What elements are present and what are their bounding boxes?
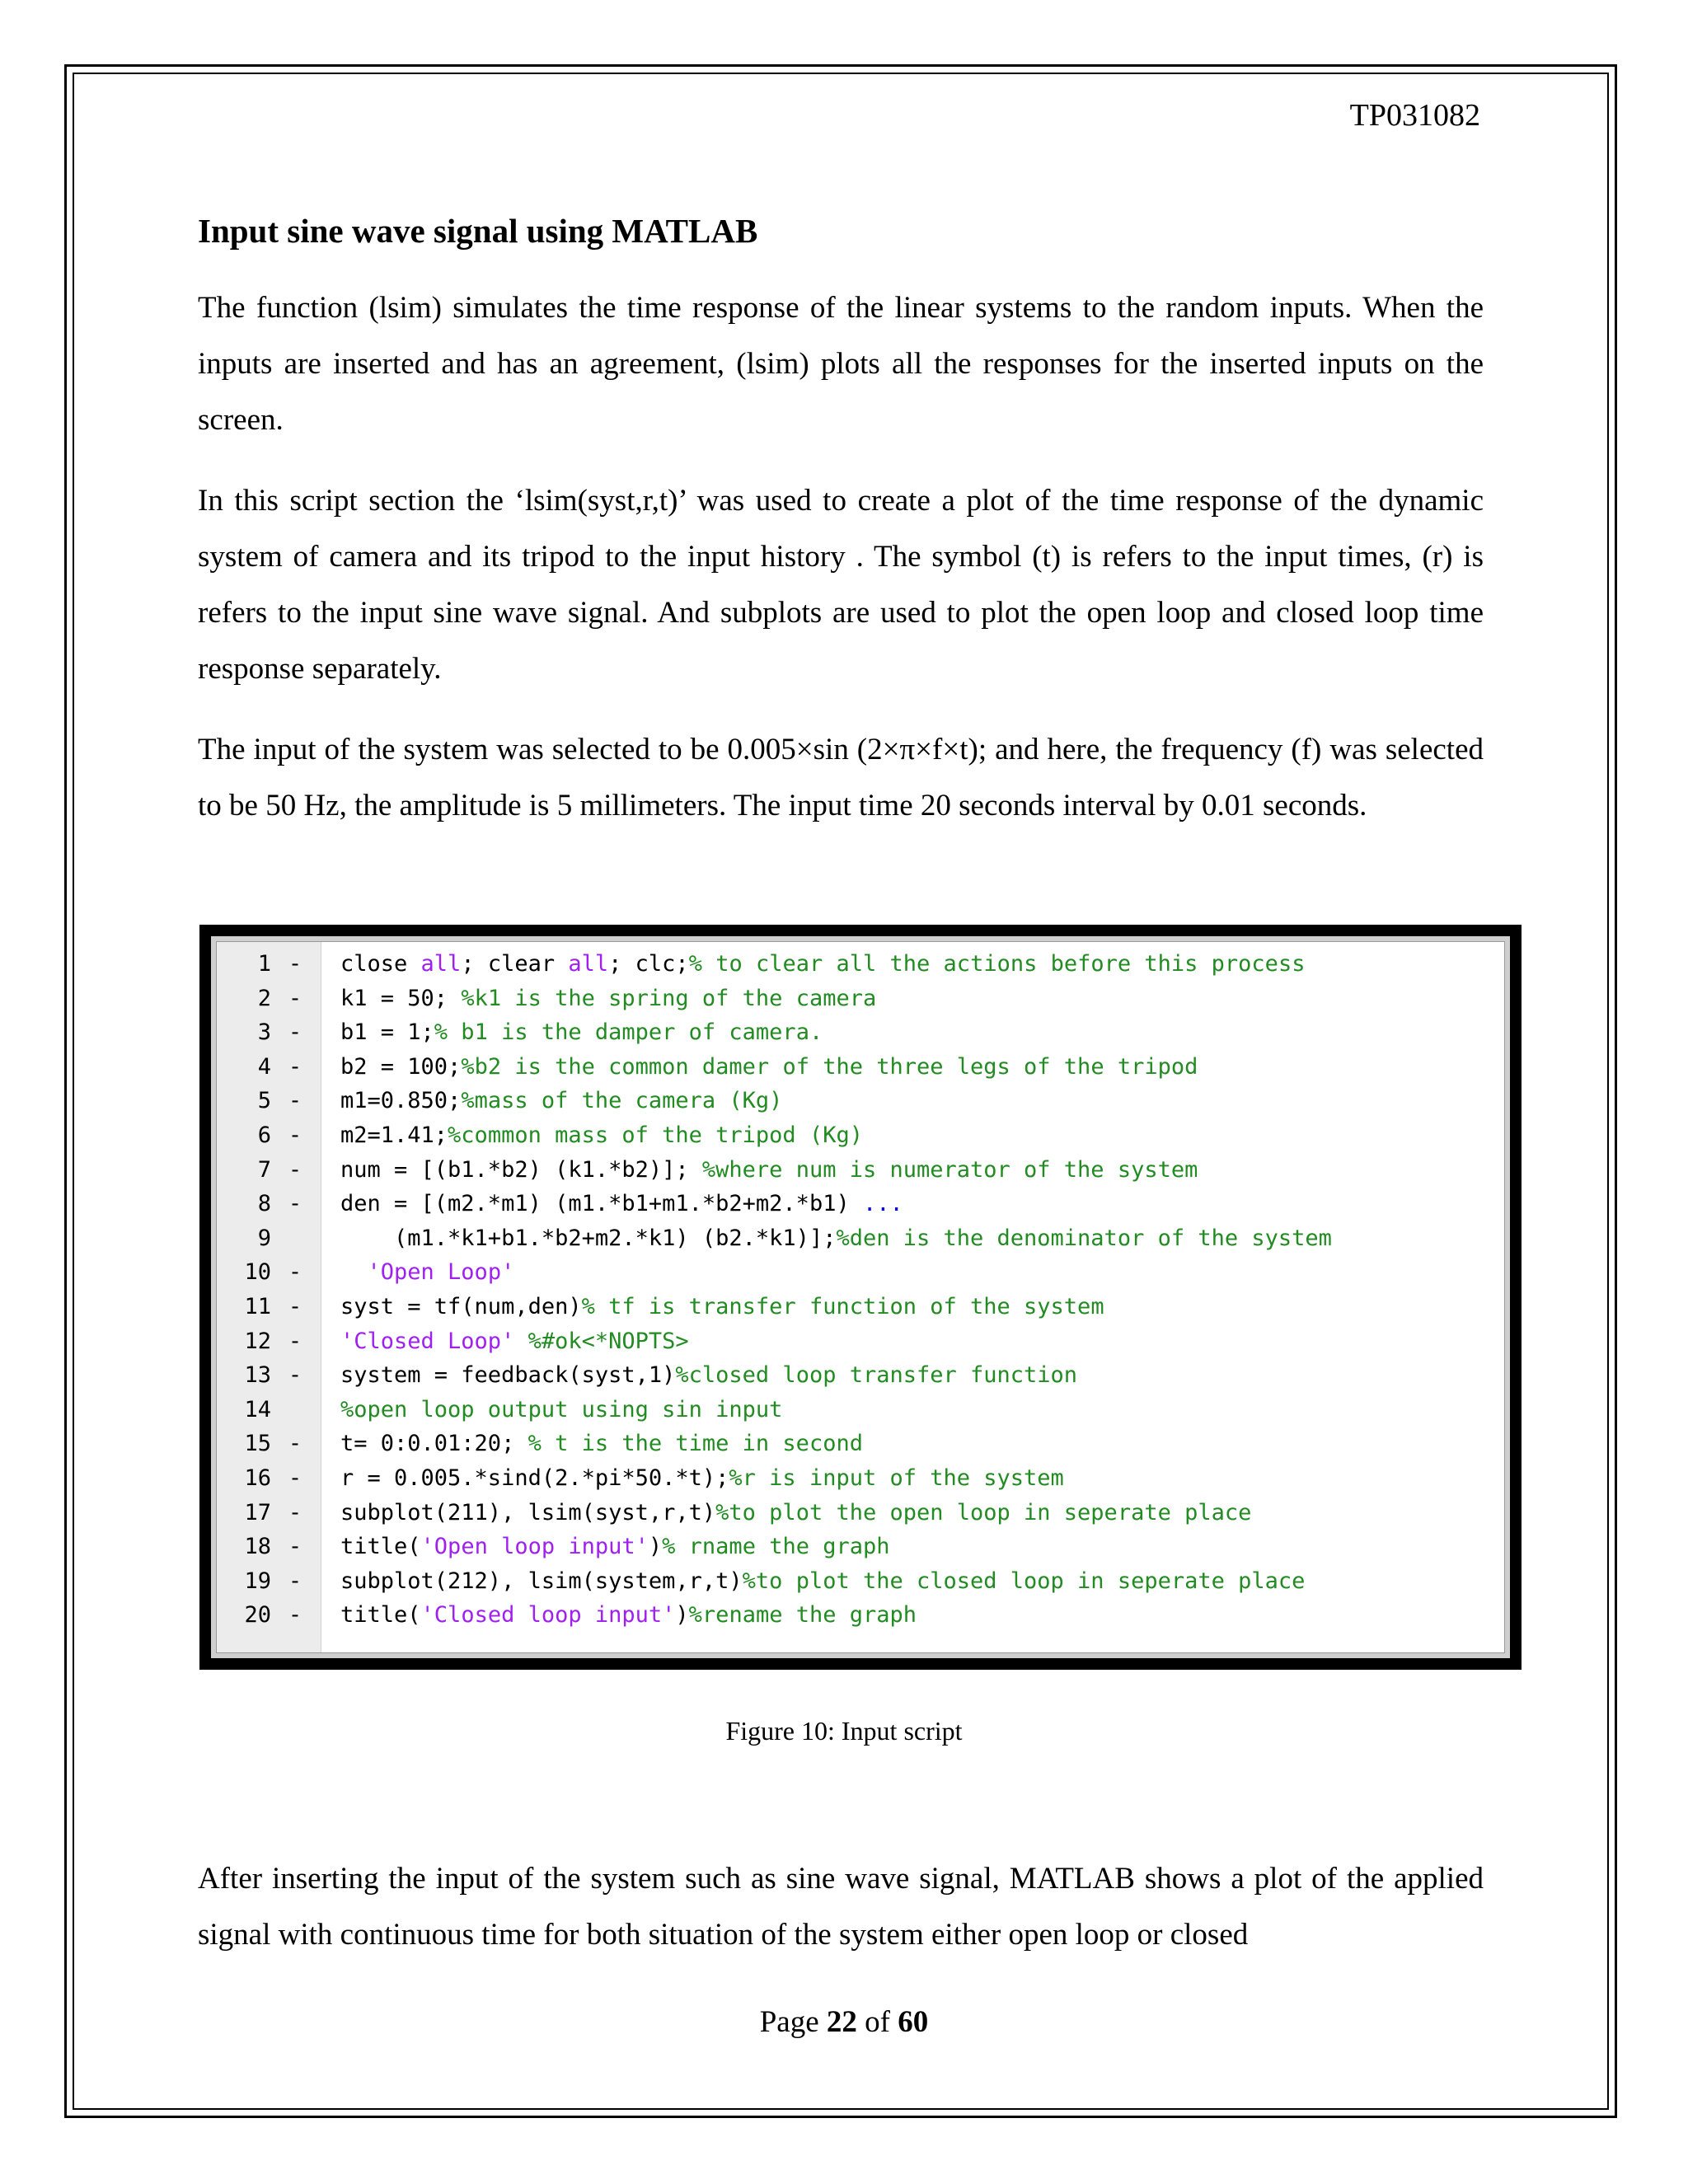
breakpoint-marker: - [288, 1431, 302, 1457]
code-token-code: system = feedback(syst,1) [340, 1362, 676, 1389]
breakpoint-marker: - [288, 1465, 302, 1491]
code-token-code: subplot(212), lsim(system,r,t) [340, 1568, 743, 1594]
code-text [340, 1015, 823, 1050]
code-token-code: subplot(211), lsim(syst,r,t) [340, 1499, 716, 1526]
line-number: 1 [257, 951, 271, 977]
code-text [340, 1221, 1332, 1256]
code-token-comment: % rname the graph [662, 1534, 890, 1560]
line-number: 18 [244, 1534, 271, 1560]
code-line [217, 1118, 1504, 1153]
line-number: 5 [257, 1088, 271, 1114]
code-text [340, 1153, 1198, 1188]
code-line [217, 1530, 1504, 1564]
code-token-string: 'Open loop input' [420, 1534, 649, 1560]
code-token-comment: % to clear all the actions before this process [688, 951, 1306, 977]
breakpoint-marker: - [288, 1122, 302, 1148]
line-number: 13 [244, 1362, 271, 1389]
code-text [340, 1427, 863, 1461]
code-text [340, 1290, 1104, 1324]
breakpoint-marker: - [288, 1293, 302, 1319]
line-number: 4 [257, 1053, 271, 1080]
code-token-code: ; clear [461, 951, 569, 977]
line-number: 10 [244, 1259, 271, 1286]
breakpoint-marker: - [288, 1088, 302, 1114]
code-line [217, 1324, 1504, 1359]
code-line [217, 1153, 1504, 1188]
code-token-comment: %den is the denominator of the system [836, 1225, 1332, 1251]
breakpoint-marker: - [288, 951, 302, 977]
breakpoint-marker: - [288, 1534, 302, 1560]
code-text [340, 1324, 689, 1359]
figure-caption: Figure 10: Input script [725, 1716, 963, 1746]
code-text [340, 1187, 903, 1221]
code-token-comment: %b2 is the common damer of the three legs of the tripod [461, 1053, 1198, 1080]
line-number: 19 [244, 1568, 271, 1594]
code-token-string: 'Open Loop' [367, 1259, 515, 1286]
code-text [340, 1084, 782, 1118]
code-token-comment: %common mass of the tripod (Kg) [448, 1122, 863, 1148]
code-line [217, 947, 1504, 982]
code-token-code: close [340, 951, 421, 977]
code-screenshot-bevel [211, 936, 1510, 1658]
code-token-code: m2=1.41; [340, 1122, 448, 1148]
code-token-string: 'Closed Loop' [340, 1328, 515, 1354]
paragraph-2: In this script section the ‘lsim(syst,r,t)’ was used to create a plot of the time response of the dynamic system of camera and its tripod to the input history . The symbol (t) is refers to the input times, (r) is refers to the input sine wave signal. And subplots are used to plot the open loop and closed loop time response separately. [198, 484, 1484, 686]
code-line [217, 1496, 1504, 1530]
breakpoint-marker: - [288, 1602, 302, 1629]
page-footer [0, 2004, 1688, 2040]
code-token-code: syst = tf(num,den) [340, 1293, 582, 1319]
line-number: 15 [244, 1431, 271, 1457]
line-number: 20 [244, 1602, 271, 1629]
line-number: 8 [257, 1191, 271, 1217]
code-text [340, 1393, 782, 1427]
code-line [217, 1015, 1504, 1050]
code-token-comment: %k1 is the spring of the camera [461, 985, 877, 1011]
code-token-code: m1=0.850; [340, 1088, 462, 1114]
code-token-code: title( [340, 1534, 421, 1560]
code-token-code: (m1.*k1+b1.*b2+m2.*k1) (b2.*k1)]; [340, 1225, 837, 1251]
code-line [217, 1290, 1504, 1324]
code-text [340, 1598, 917, 1633]
code-token-comment: %r is input of the system [729, 1465, 1064, 1491]
code-line [217, 1187, 1504, 1221]
code-text [340, 1255, 514, 1290]
paragraph-4: After inserting the input of the system such as sine wave signal, MATLAB shows a plot of the applied signal with continuous time for both situation of the system either open loop or closed [198, 1862, 1484, 1952]
code-line [217, 1221, 1504, 1256]
footer-middle: of [856, 2005, 898, 2039]
code-token-code: b1 = 1; [340, 1019, 434, 1046]
code-line [217, 1427, 1504, 1461]
code-token-code [514, 1329, 528, 1354]
code-token-code: ) [675, 1602, 689, 1629]
code-token-comment: %to plot the closed loop in seperate place [742, 1568, 1306, 1594]
code-text [340, 1496, 1251, 1530]
code-token-code: b2 = 100; [340, 1053, 462, 1080]
line-number: 17 [244, 1499, 271, 1526]
code-editor-panel [216, 941, 1505, 1653]
code-token-comment: % tf is transfer function of the system [581, 1293, 1104, 1319]
breakpoint-marker: - [288, 1191, 302, 1217]
code-text [340, 1358, 1077, 1393]
code-token-keyword: all [568, 951, 609, 977]
line-number: 9 [257, 1225, 271, 1251]
code-text [340, 1461, 1064, 1496]
breakpoint-marker: - [288, 1259, 302, 1286]
line-number: 3 [257, 1019, 271, 1046]
code-text [340, 1050, 1198, 1085]
code-text [340, 1564, 1305, 1599]
code-lines [217, 947, 1504, 1633]
code-line [217, 1598, 1504, 1633]
breakpoint-marker: - [288, 1328, 302, 1354]
breakpoint-marker: - [288, 1568, 302, 1594]
paragraph-3: The input of the system was selected to be 0.005×sin (2×π×f×t); and here, the frequency (f) was selected to be 50 Hz, the amplitude is 5 millimeters. The input time 20 seconds interval by 0.01 seconds. [198, 733, 1484, 823]
code-token-code: num = [(b1.*b2) (k1.*b2)]; [340, 1156, 702, 1183]
code-token-comment: % t is the time in second [528, 1431, 863, 1457]
line-number: 14 [244, 1396, 271, 1422]
code-line [217, 1358, 1504, 1393]
code-token-code: ) [648, 1534, 663, 1560]
code-screenshot-frame [199, 925, 1522, 1670]
code-text [340, 982, 876, 1016]
code-line [217, 1461, 1504, 1496]
code-token-string: 'Closed loop input' [420, 1602, 676, 1629]
line-number: 7 [257, 1156, 271, 1183]
code-token-comment: %#ok<*NOPTS> [528, 1328, 689, 1354]
code-token-comment: %closed loop transfer function [675, 1362, 1078, 1389]
breakpoint-marker: - [288, 1499, 302, 1526]
code-text [340, 1530, 890, 1564]
code-token-code [340, 1259, 368, 1285]
code-line [217, 1393, 1504, 1427]
code-token-comment: %mass of the camera (Kg) [461, 1088, 783, 1114]
code-token-code: r = 0.005.*sind(2.*pi*50.*t); [340, 1465, 729, 1491]
code-line [217, 1255, 1504, 1290]
line-number: 11 [244, 1293, 271, 1319]
code-token-code: den = [(m2.*m1) (m1.*b1+m1.*b2+m2.*b1) [340, 1191, 863, 1217]
breakpoint-marker: - [288, 1053, 302, 1080]
footer-prefix: Page [759, 2005, 827, 2039]
code-token-code: ; clc; [608, 951, 689, 977]
breakpoint-marker: - [288, 1362, 302, 1389]
code-token-comment: %to plot the open loop in seperate place [715, 1499, 1252, 1526]
code-token-keyword: all [420, 951, 462, 977]
code-line [217, 982, 1504, 1016]
footer-current-page: 22 [826, 2005, 857, 2039]
code-token-comment: % b1 is the damper of camera. [434, 1019, 823, 1046]
footer-total-pages: 60 [898, 2005, 929, 2039]
code-token-continuation: ... [862, 1191, 903, 1217]
code-line [217, 1050, 1504, 1085]
line-number: 6 [257, 1122, 271, 1148]
code-token-comment: %open loop output using sin input [340, 1396, 783, 1422]
breakpoint-marker: - [288, 1156, 302, 1183]
code-token-comment: %rename the graph [688, 1602, 917, 1629]
paragraph-1: The function (lsim) simulates the time response of the linear systems to the random inputs. When the inputs are inserted and has an agreement, (lsim) plots all the responses for the inserted inputs on the screen. [198, 291, 1484, 437]
code-token-code: title( [340, 1602, 421, 1629]
section-title: Input sine wave signal using MATLAB [198, 212, 758, 250]
code-line [217, 1564, 1504, 1599]
line-number: 16 [244, 1465, 271, 1491]
code-text [340, 947, 1305, 982]
header-id: TP031082 [1349, 98, 1480, 133]
code-token-code: k1 = 50; [340, 985, 462, 1011]
line-number: 12 [244, 1328, 271, 1354]
code-token-code: t= 0:0.01:20; [340, 1431, 528, 1457]
code-line [217, 1084, 1504, 1118]
breakpoint-marker: - [288, 985, 302, 1011]
line-number: 2 [257, 985, 271, 1011]
breakpoint-marker: - [288, 1019, 302, 1046]
code-token-comment: %where num is numerator of the system [701, 1156, 1198, 1183]
code-text [340, 1118, 863, 1153]
